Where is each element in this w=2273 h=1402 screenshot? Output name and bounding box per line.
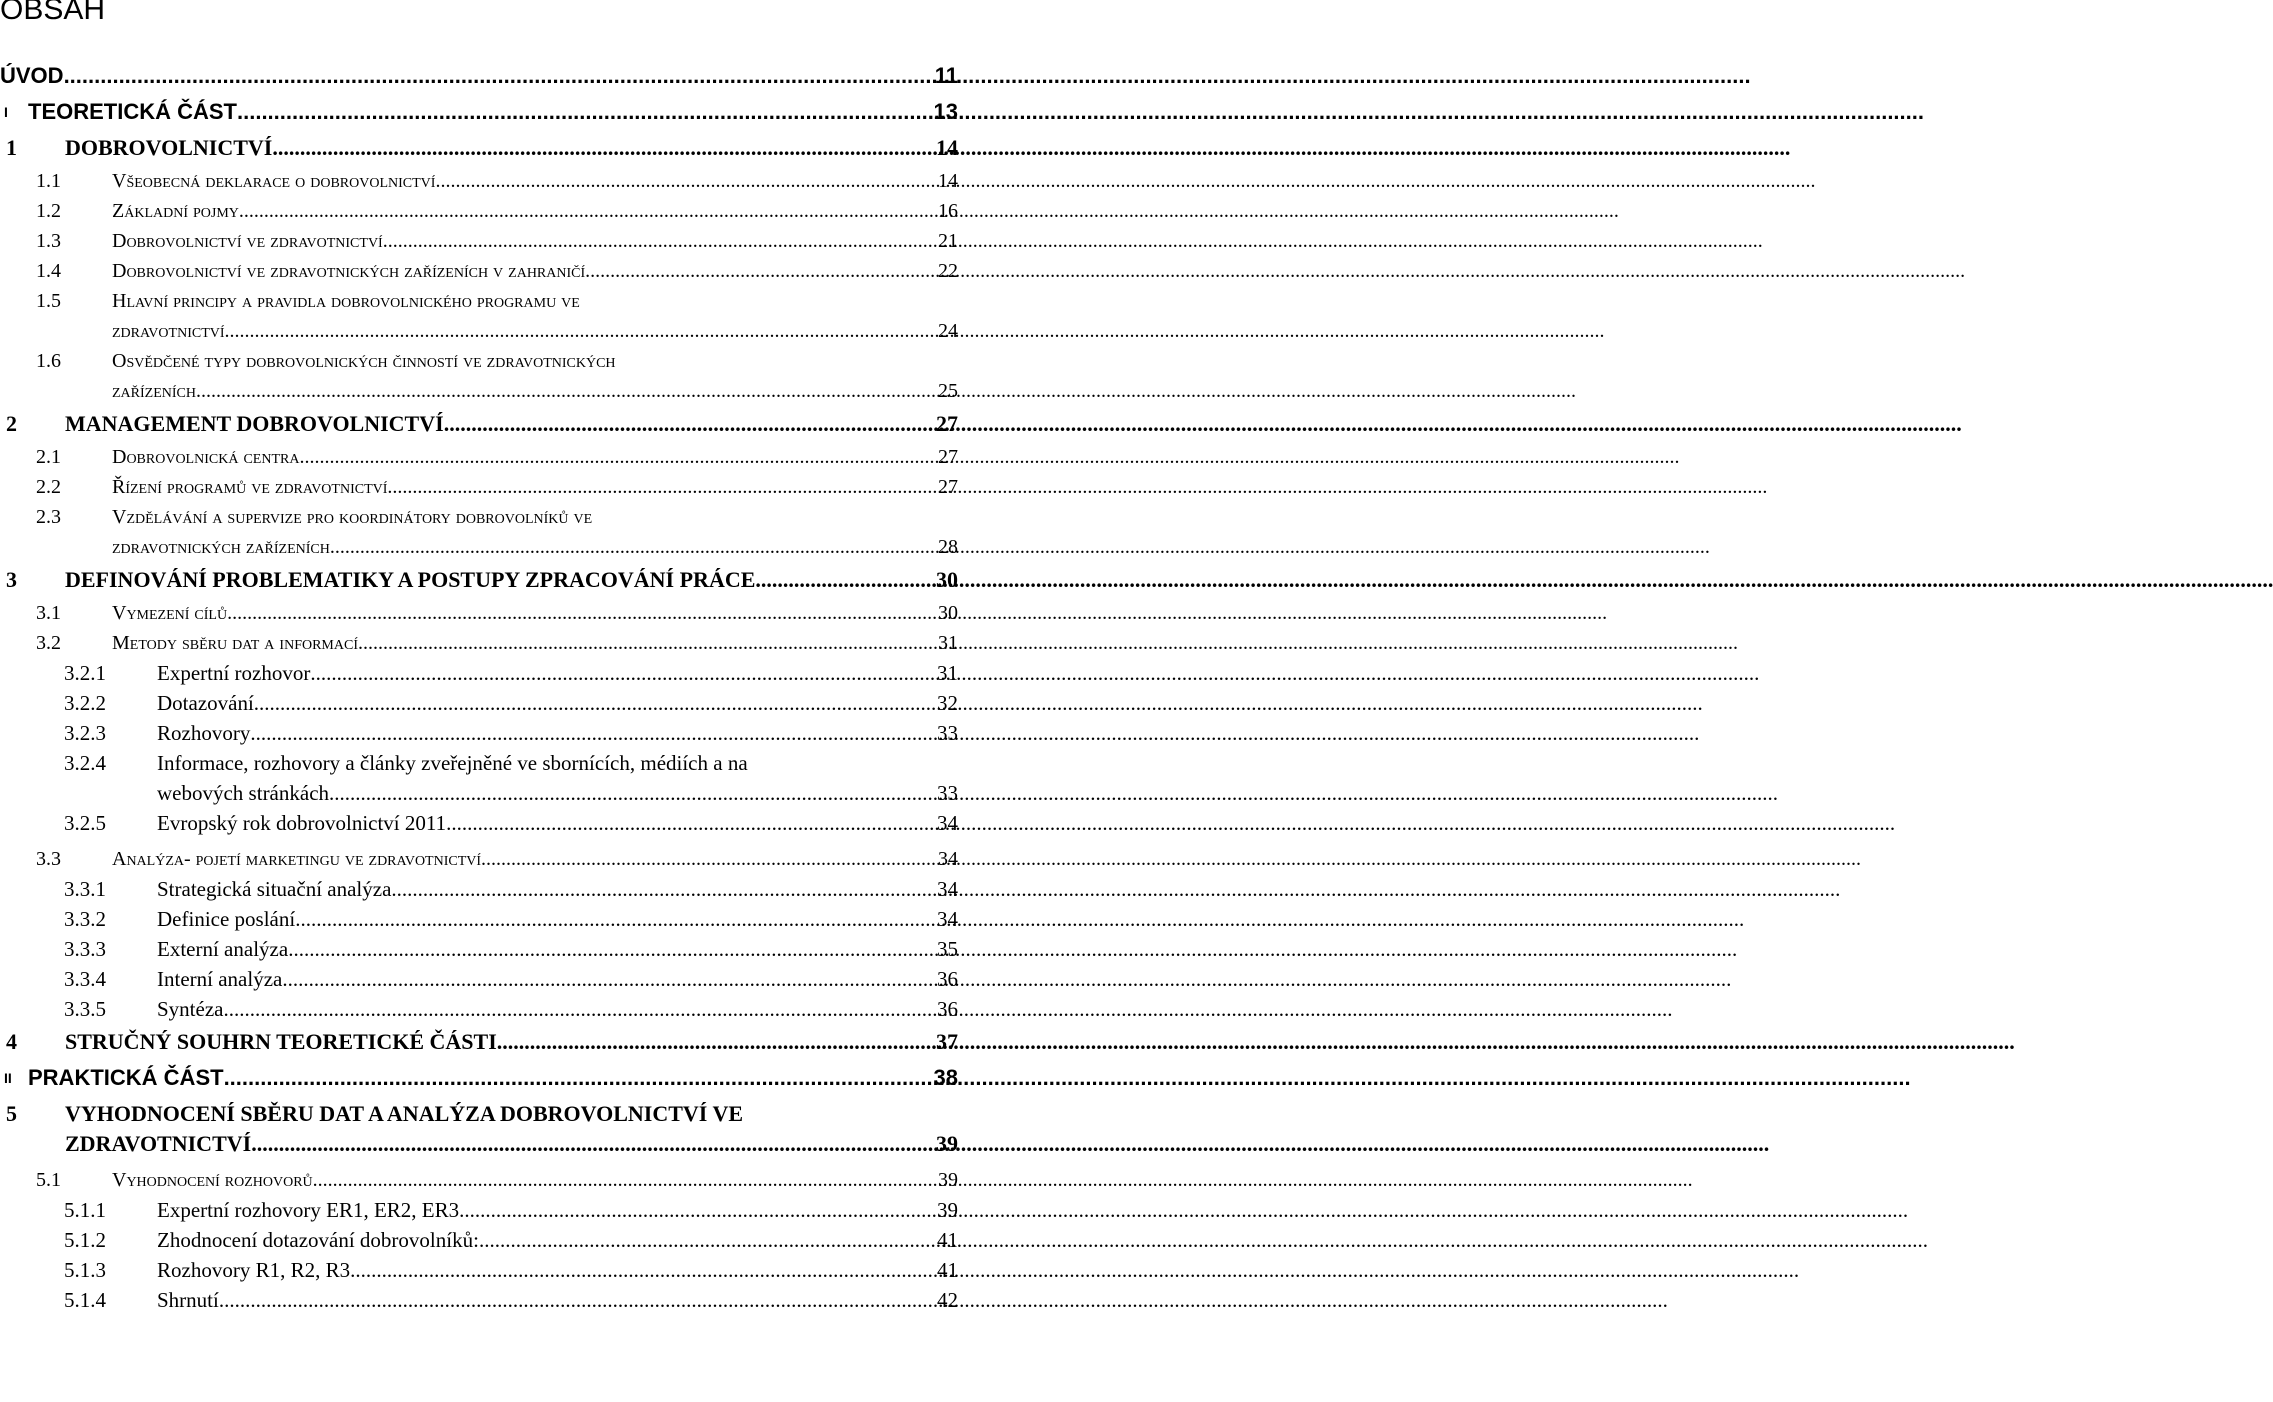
toc-leader-dots <box>497 1027 936 1057</box>
toc-entry[interactable] <box>0 346 958 406</box>
toc-leader-dots <box>585 256 938 286</box>
toc-page-number: 27 <box>936 411 958 436</box>
toc-entry-title: VYHODNOCENÍ SBĚRU DAT A ANALÝZA DOBROVOLNICTVÍ VE <box>65 1101 744 1126</box>
toc-leader-dots <box>350 1255 937 1285</box>
toc-page-number: 14 <box>936 135 958 160</box>
toc-leader-dots <box>446 808 937 838</box>
toc-page-number: 38 <box>933 1065 958 1090</box>
toc-page-number: 30 <box>936 567 958 592</box>
toc-page-number: 27 <box>938 446 958 468</box>
toc-entry-number: 5.1.3 <box>64 1258 106 1282</box>
toc-entry-title: Rozhovory R1, R2, R3 <box>157 1258 351 1282</box>
toc-leader-dots <box>435 166 938 196</box>
toc-entry[interactable] <box>0 1225 958 1255</box>
toc-leader-dots <box>225 316 938 346</box>
toc-entry-title: Expertní rozhovory ER1, ER2, ER3 <box>157 1198 460 1222</box>
toc-entry-title: Dobrovolnictví ve zdravotnických zařízeních v zahraničí <box>112 260 586 282</box>
toc-entry[interactable] <box>0 286 958 346</box>
toc-leader-dots <box>479 1225 937 1255</box>
toc-leader-dots <box>223 994 937 1024</box>
toc-leader-dots <box>459 1195 937 1225</box>
toc-entry-title: STRUČNÝ SOUHRN TEORETICKÉ ČÁSTI <box>65 1029 497 1054</box>
toc-entry[interactable] <box>0 166 958 196</box>
toc-entry-number: II <box>4 1070 12 1086</box>
toc-entry[interactable] <box>0 562 958 598</box>
toc-page-number: 36 <box>937 967 958 991</box>
toc-entry-number: 1.2 <box>36 200 61 222</box>
toc-page-number: 11 <box>934 63 958 88</box>
toc-page-number: 37 <box>936 1029 958 1054</box>
toc-leader-dots <box>239 196 938 226</box>
toc-leader-dots <box>310 658 937 688</box>
toc-page-number: 22 <box>938 260 958 282</box>
toc-page-number: 32 <box>937 691 958 715</box>
toc-entry[interactable] <box>0 964 958 994</box>
toc-entry[interactable] <box>0 472 958 502</box>
toc-entry[interactable] <box>0 1096 958 1159</box>
toc-entry-number: 5.1.1 <box>64 1198 106 1222</box>
toc-entry-number: 5.1 <box>36 1169 61 1191</box>
toc-leader-dots <box>237 94 934 130</box>
toc-entry[interactable] <box>0 442 958 472</box>
table-of-contents <box>0 58 958 1315</box>
toc-page-number: 34 <box>937 907 958 931</box>
toc-page-number: 34 <box>938 848 958 870</box>
toc-entry-number: 2.2 <box>36 476 61 498</box>
toc-page-number: 33 <box>937 721 958 745</box>
toc-entry[interactable] <box>0 844 958 874</box>
toc-leader-dots <box>251 1129 936 1159</box>
toc-entry[interactable] <box>0 994 958 1024</box>
toc-leader-dots <box>358 628 938 658</box>
toc-entry-title: Strategická situační analýza <box>157 877 392 901</box>
toc-entry[interactable] <box>0 598 958 628</box>
toc-entry-title: Osvědčené typy dobrovolnických činností ve zdravotnických <box>112 350 616 372</box>
toc-entry-number: 3.1 <box>36 602 61 624</box>
toc-leader-dots <box>219 1285 937 1315</box>
toc-entry-title: Definice poslání <box>157 907 296 931</box>
toc-entry[interactable] <box>0 718 958 748</box>
toc-entry-number: 3.3.1 <box>64 877 106 901</box>
toc-entry-title: Vzdělávání a supervize pro koordinátory dobrovolníků ve <box>112 506 593 528</box>
toc-entry-title: webových stránkách <box>157 781 330 805</box>
toc-entry-number: 2.3 <box>36 506 61 528</box>
toc-leader-dots <box>329 778 937 808</box>
toc-entry[interactable] <box>0 1165 958 1195</box>
toc-leader-dots <box>64 58 935 94</box>
toc-entry-title: zařízeních <box>112 380 196 402</box>
toc-entry-title: Hlavní principy a pravidla dobrovolnického programu ve <box>112 290 580 312</box>
toc-entry[interactable] <box>0 502 958 562</box>
toc-entry-title: TEORETICKÁ ČÁST <box>28 99 237 124</box>
toc-entry-number: 3.2.1 <box>64 661 106 685</box>
toc-entry-number: 1.4 <box>36 260 61 282</box>
toc-leader-dots <box>387 472 938 502</box>
toc-entry-number: 3.2.2 <box>64 691 106 715</box>
toc-entry-title: Expertní rozhovor <box>157 661 311 685</box>
toc-page-number: 30 <box>938 602 958 624</box>
toc-entry-title: Řízení programů ve zdravotnictví <box>112 476 388 498</box>
toc-leader-dots <box>391 874 937 904</box>
toc-entry-title: Rozhovory <box>157 721 251 745</box>
toc-leader-dots <box>272 133 936 163</box>
toc-entry[interactable] <box>0 628 958 658</box>
toc-leader-dots <box>250 718 937 748</box>
toc-entry[interactable] <box>0 130 958 166</box>
toc-entry-title: PRAKTICKÁ ČÁST <box>28 1065 224 1090</box>
toc-entry-number: 1.6 <box>36 350 61 372</box>
toc-page-number: 24 <box>938 320 958 342</box>
toc-leader-dots <box>288 934 937 964</box>
toc-entry[interactable] <box>0 196 958 226</box>
toc-entry-number: 4 <box>6 1029 17 1054</box>
toc-page-number: 36 <box>937 997 958 1021</box>
toc-entry-number: 3.2 <box>36 632 61 654</box>
toc-page-number: 39 <box>937 1198 958 1222</box>
toc-entry-title: zdravotnictví <box>112 320 225 342</box>
toc-entry-title: Externí analýza <box>157 937 289 961</box>
toc-entry-title: ZDRAVOTNICTVÍ <box>65 1131 252 1156</box>
toc-entry-title: Zhodnocení dotazování dobrovolníků: <box>157 1228 479 1252</box>
toc-leader-dots <box>254 688 937 718</box>
toc-entry-number: 5.1.4 <box>64 1288 106 1312</box>
toc-entry-title: Metody sběru dat a informací <box>112 632 358 654</box>
toc-page-number: 34 <box>937 877 958 901</box>
toc-page-number: 16 <box>938 200 958 222</box>
toc-page-number: 31 <box>937 661 958 685</box>
toc-leader-dots <box>224 1060 934 1096</box>
toc-entry[interactable] <box>0 808 958 838</box>
toc-entry-title: Dobrovolnictví ve zdravotnictví <box>112 230 383 252</box>
toc-page-number: 41 <box>937 1228 958 1252</box>
toc-page-number: 28 <box>938 536 958 558</box>
toc-page-number: 25 <box>938 380 958 402</box>
toc-page-number: 42 <box>937 1288 958 1312</box>
toc-page-number: 31 <box>938 632 958 654</box>
toc-entry-title: Dotazování <box>157 691 254 715</box>
toc-entry-title: Všeobecná deklarace o dobrovolnictví <box>112 170 436 192</box>
toc-leader-dots <box>481 844 938 874</box>
toc-entry-number: 3.2.3 <box>64 721 106 745</box>
toc-page-number: 34 <box>937 811 958 835</box>
toc-entry-number: 3.3 <box>36 848 61 870</box>
toc-entry[interactable] <box>0 748 958 808</box>
toc-leader-dots <box>295 904 937 934</box>
toc-entry-title: Syntéza <box>157 997 224 1021</box>
toc-entry-title: Dobrovolnická centra <box>112 446 300 468</box>
toc-entry[interactable] <box>0 1285 958 1315</box>
toc-entry-title: MANAGEMENT DOBROVOLNICTVÍ <box>65 411 444 436</box>
toc-entry-title: Vyhodnocení rozhovorů <box>112 1169 313 1191</box>
toc-leader-dots <box>282 964 937 994</box>
toc-entry-title: DEFINOVÁNÍ PROBLEMATIKY A POSTUPY ZPRACOVÁNÍ PRÁCE <box>65 567 756 592</box>
toc-entry[interactable] <box>0 934 958 964</box>
toc-entry-number: 2.1 <box>36 446 61 468</box>
toc-leader-dots <box>299 442 938 472</box>
toc-entry-title: Informace, rozhovory a články zveřejněné ve sbornících, médiích a na <box>157 751 748 775</box>
toc-leader-dots <box>313 1165 938 1195</box>
toc-leader-dots <box>330 532 938 562</box>
toc-entry-number: 3.3.2 <box>64 907 106 931</box>
toc-entry-number: 1.3 <box>36 230 61 252</box>
toc-entry-title: Analýza- pojetí marketingu ve zdravotnictví <box>112 848 482 870</box>
toc-page-number: 39 <box>938 1169 958 1191</box>
toc-entry-title: ÚVOD <box>0 63 64 88</box>
toc-page-number: 27 <box>938 476 958 498</box>
toc-entry-title: Interní analýza <box>157 967 283 991</box>
toc-entry[interactable] <box>0 688 958 718</box>
toc-entry[interactable] <box>0 1255 958 1285</box>
toc-leader-dots <box>227 598 938 628</box>
toc-leader-dots <box>444 409 936 439</box>
toc-entry[interactable] <box>0 256 958 286</box>
toc-entry-number: 3.3.5 <box>64 997 106 1021</box>
toc-entry-title: Evropský rok dobrovolnictví 2011 <box>157 811 447 835</box>
toc-entry-number: 5 <box>6 1101 17 1126</box>
toc-entry[interactable] <box>0 904 958 934</box>
toc-entry-number: 3.3.3 <box>64 937 106 961</box>
toc-page-number: 33 <box>937 781 958 805</box>
toc-entry[interactable] <box>0 658 958 688</box>
toc-entry[interactable] <box>0 406 958 442</box>
toc-entry[interactable] <box>0 226 958 256</box>
toc-entry[interactable] <box>0 58 958 94</box>
toc-entry-title: Shrnutí <box>157 1288 219 1312</box>
toc-entry[interactable] <box>0 1195 958 1225</box>
toc-entry-number: 3.2.4 <box>64 751 106 775</box>
toc-leader-dots <box>196 376 938 406</box>
toc-entry[interactable] <box>0 94 958 130</box>
toc-entry-number: 3.3.4 <box>64 967 106 991</box>
toc-page-number: 39 <box>936 1131 958 1156</box>
toc-entry-number: 1.5 <box>36 290 61 312</box>
toc-entry-title: DOBROVOLNICTVÍ <box>65 135 273 160</box>
toc-entry[interactable] <box>0 874 958 904</box>
toc-entry-title: Základní pojmy <box>112 200 239 222</box>
toc-entry-number: 2 <box>6 411 17 436</box>
toc-entry[interactable] <box>0 1060 958 1096</box>
toc-leader-dots <box>755 565 936 595</box>
toc-page-number: 21 <box>938 230 958 252</box>
toc-page-number: 41 <box>937 1258 958 1282</box>
toc-entry-title: Vymezení cílů <box>112 602 228 624</box>
toc-entry-number: 5.1.2 <box>64 1228 106 1252</box>
toc-page-number: 35 <box>937 937 958 961</box>
toc-entry-number: 1.1 <box>36 170 61 192</box>
toc-page-number: 13 <box>933 99 958 124</box>
toc-entry-title: zdravotnických zařízeních <box>112 536 330 558</box>
toc-entry[interactable] <box>0 1024 958 1060</box>
toc-entry-number: 3.2.5 <box>64 811 106 835</box>
toc-entry-number: 1 <box>6 135 17 160</box>
toc-page-number: 14 <box>938 170 958 192</box>
toc-entry-number: 3 <box>6 567 17 592</box>
toc-leader-dots <box>383 226 938 256</box>
toc-entry-number: I <box>4 104 8 120</box>
toc-heading: OBSAH <box>0 0 106 26</box>
